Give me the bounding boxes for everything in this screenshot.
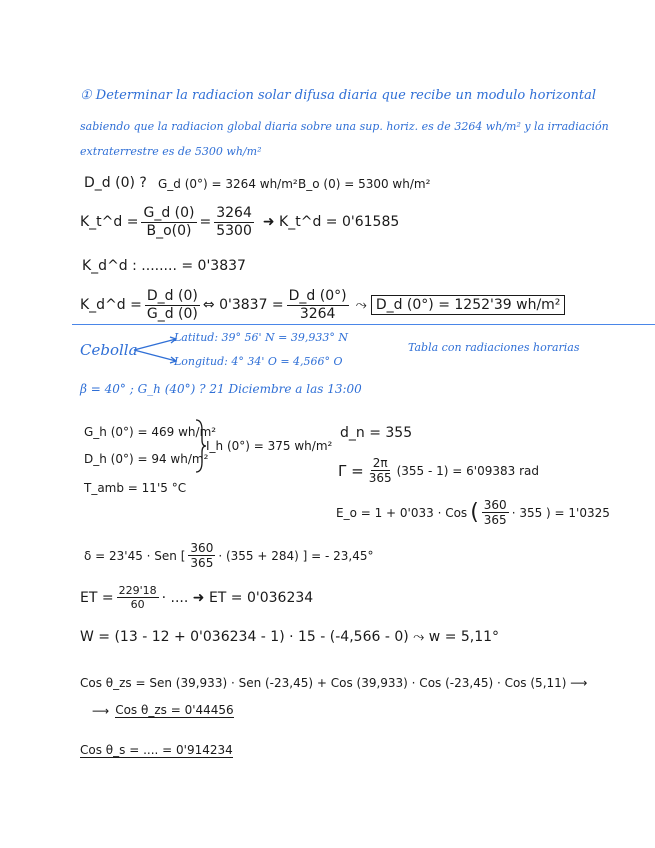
gamma-frac	[367, 456, 394, 486]
delta-num: 360	[190, 541, 214, 555]
kd-line: K_d^d : ........ = 0'3837	[82, 258, 246, 274]
kd-equation	[80, 288, 565, 323]
kt-result: ➜ K_t^d = 0'61585	[262, 214, 400, 231]
kd-arrow: ⤳	[355, 297, 367, 314]
location-lat: Latitud: 39° 56' N = 39,933° N	[174, 331, 349, 344]
eo-den: 365	[483, 513, 507, 528]
kt-eq: =	[199, 214, 212, 231]
eo-rhs: · 355 ) = 1'0325	[511, 505, 610, 520]
et-frac	[117, 584, 159, 611]
kd-result-box: D_d (0°) = 1252'39 wh/m²	[371, 295, 566, 315]
given-dd: D_d (0) ?	[84, 175, 147, 191]
cos-zs-arrow: ⟶	[92, 703, 110, 718]
problem-line-1: ① Determinar la radiacion solar difusa diaria que recibe un modulo horizontal	[80, 88, 597, 103]
kt-num-2: 3264	[216, 205, 252, 221]
tamb-value: T_amb = 11'5 °C	[84, 481, 187, 495]
table-note: Tabla con radiaciones horarias	[408, 341, 580, 354]
beta-line: β = 40° ; G_h (40°) ? 21 Diciembre a las 13:00	[80, 382, 362, 396]
cos-s-result: Cos θ_s = .... = 0'914234	[80, 743, 233, 757]
gamma-den: 365	[368, 471, 392, 486]
location-lon: Longitud: 4° 34' O = 4,566° O	[174, 355, 343, 368]
cos-s-line	[80, 743, 233, 757]
kt-frac-1	[141, 205, 196, 240]
delta-den: 365	[190, 556, 214, 571]
kt-lhs: K_t^d =	[80, 214, 139, 231]
kt-num-1: G_d (0)	[143, 205, 195, 221]
kd-den-2: 3264	[299, 305, 336, 322]
gh-value: G_h (0°) = 469 wh/m²	[84, 425, 217, 439]
kd-mid: ⇔ 0'3837 =	[202, 297, 284, 314]
location-city: Cebolla	[80, 341, 138, 359]
eo-num: 360	[483, 498, 507, 512]
delta-frac	[188, 541, 215, 571]
et-rhs: · .... ➜ ET = 0'036234	[161, 589, 314, 606]
kt-frac-2	[214, 205, 254, 240]
kd-lhs: K_d^d =	[80, 297, 142, 314]
kd-num-2: D_d (0°)	[288, 288, 347, 304]
eo-paren: (	[470, 500, 479, 526]
et-den: 60	[130, 598, 145, 612]
kt-equation	[80, 205, 399, 240]
delta-equation	[84, 541, 374, 571]
gamma-num: 2π	[372, 456, 388, 470]
eo-frac	[482, 498, 509, 528]
gamma-lhs: Γ =	[338, 461, 364, 480]
brace-arrows	[132, 335, 180, 365]
given-bo: B_o (0) = 5300 wh/m²	[298, 177, 431, 191]
et-lhs: ET =	[80, 589, 114, 606]
et-equation	[80, 584, 313, 611]
cos-zs-result: Cos θ_zs = 0'44456	[115, 703, 234, 717]
gamma-rhs: (355 - 1) = 6'09383 rad	[396, 463, 539, 478]
eo-equation	[336, 498, 610, 528]
kd-num-1: D_d (0)	[146, 288, 198, 304]
kt-den-1: B_o(0)	[146, 222, 192, 239]
gamma-equation	[338, 456, 539, 486]
dn-value: d_n = 355	[340, 425, 413, 441]
kd-frac-1	[145, 288, 200, 323]
et-num: 229'18	[118, 584, 157, 597]
kt-den-2: 5300	[216, 222, 252, 239]
given-gd: G_d (0°) = 3264 wh/m²	[158, 177, 298, 191]
cos-expansion: Cos θ_zs = Sen (39,933) · Sen (-23,45) + Cos (39,933) · Cos (-23,45) · Cos (5,11) ⟶	[80, 676, 588, 690]
delta-rhs: · (355 + 284) ] = - 23,45°	[218, 548, 374, 563]
eo-lhs: E_o = 1 + 0'033 · Cos	[336, 505, 468, 520]
dh-value: D_h (0°) = 94 wh/m²	[84, 452, 209, 466]
section-divider	[72, 324, 655, 325]
cos-zs-line	[92, 703, 234, 718]
w-equation: W = (13 - 12 + 0'036234 - 1) · 15 - (-4,566 - 0) ⤳ w = 5,11°	[80, 629, 500, 645]
kd-frac-2	[287, 288, 349, 323]
delta-lhs: δ = 23'45 · Sen [	[84, 548, 186, 563]
problem-line-2: sabiendo que la radiacion global diaria sobre una sup. horiz. es de 3264 wh/m² y la irradiación	[80, 120, 609, 133]
kd-den-1: G_d (0)	[146, 305, 198, 322]
problem-line-3: extraterrestre es de 5300 wh/m²	[80, 145, 262, 158]
ih-value: I_h (0°) = 375 wh/m²	[206, 439, 333, 453]
